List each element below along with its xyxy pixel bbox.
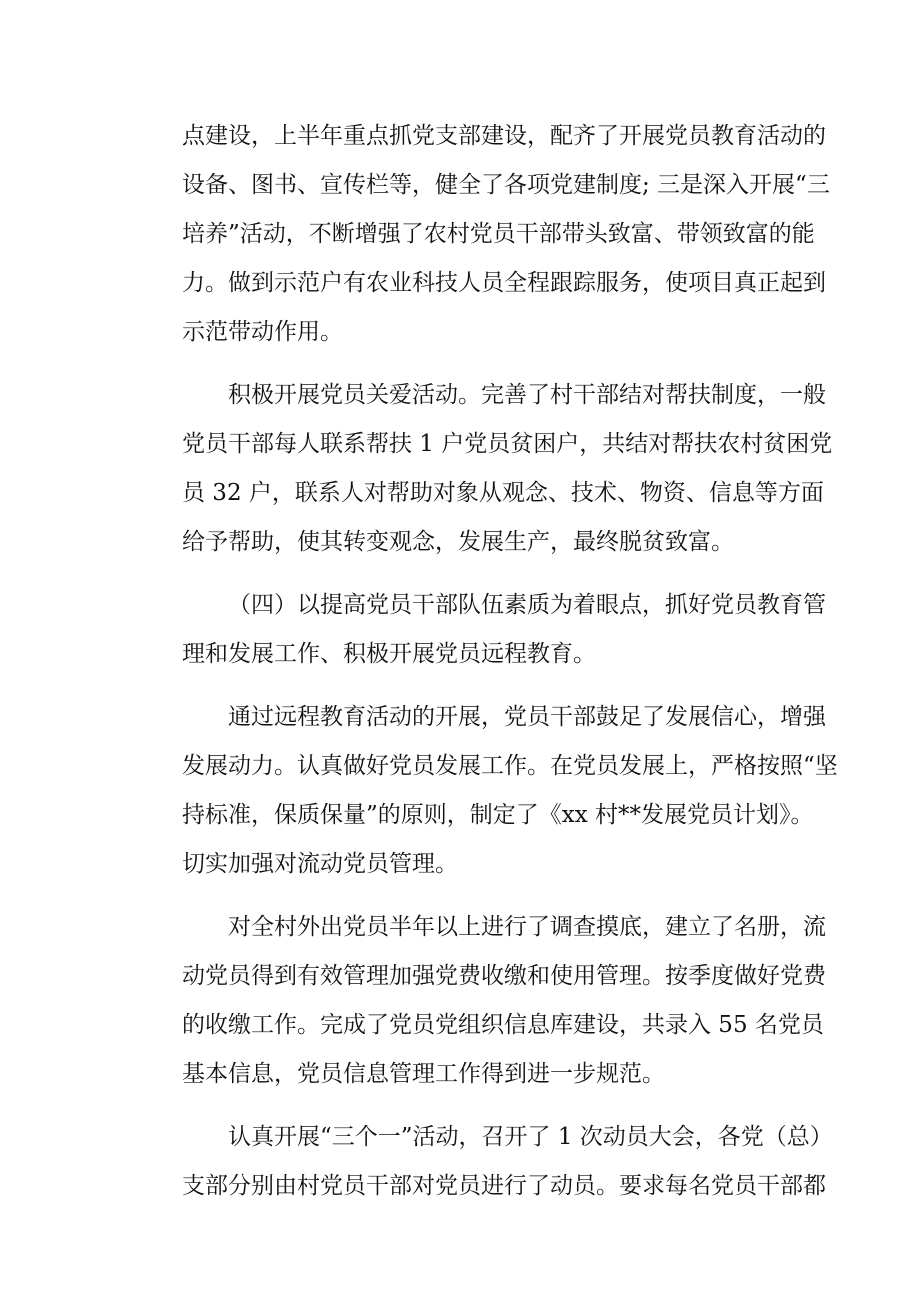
paragraph-2 [182, 371, 833, 567]
text-line: 发展动力。认真做好党员发展工作。在党员发展上，严格按照“坚 [182, 753, 838, 779]
paragraph-4 [182, 693, 838, 889]
paragraph-1 [182, 112, 830, 357]
document-body [182, 112, 838, 1225]
text-line: 的收缴工作。完成了党员党组织信息库建设，共录入 55 名党员 [182, 1012, 824, 1038]
text-line: 理和发展工作、积极开展党员远程教育。 [182, 641, 596, 667]
text-line: 持标准，保质保量”的原则，制定了《xx 村**发展党员计划》。 [182, 802, 814, 828]
text-line: 认真开展“三个一”活动，召开了 1 次动员大会，各党（总） [228, 1124, 833, 1150]
text-line: 示范带动作用。 [182, 319, 343, 345]
text-line: 力。做到示范户有农业科技人员全程跟踪服务，使项目真正起到 [182, 270, 826, 296]
text-line: 点建设，上半年重点抓党支部建设，配齐了开展党员教育活动的 [182, 123, 826, 149]
text-line: 培养”活动，不断增强了农村党员干部带头致富、带领致富的能 [182, 221, 815, 247]
text-line: 对全村外出党员半年以上进行了调查摸底，建立了名册，流 [228, 914, 826, 940]
text-line: 支部分别由村党员干部对党员进行了动员。要求每名党员干部都 [182, 1173, 826, 1199]
text-line: 积极开展党员关爱活动。完善了村干部结对帮扶制度，一般 [228, 382, 826, 408]
text-line: 通过远程教育活动的开展，党员干部鼓足了发展信心，增强 [228, 704, 826, 730]
text-line: 给予帮助，使其转变观念，发展生产，最终脱贫致富。 [182, 529, 734, 555]
text-line: 动党员得到有效管理加强党费收缴和使用管理。按季度做好党费 [182, 963, 826, 989]
text-line: 切实加强对流动党员管理。 [182, 851, 458, 877]
text-line: （四）以提高党员干部队伍素质为着眼点，抓好党员教育管 [228, 592, 826, 618]
text-line: 设备、图书、宣传栏等，健全了各项党建制度; 三是深入开展“三 [182, 172, 830, 198]
text-line: 党员干部每人联系帮扶 1 户党员贫困户，共结对帮扶农村贫困党 [182, 431, 833, 457]
paragraph-5 [182, 903, 826, 1099]
paragraph-3 [182, 581, 826, 679]
text-line: 员 32 户，联系人对帮助对象从观念、技术、物资、信息等方面 [182, 480, 824, 506]
paragraph-6 [182, 1113, 833, 1211]
text-line: 基本信息，党员信息管理工作得到进一步规范。 [182, 1061, 665, 1087]
